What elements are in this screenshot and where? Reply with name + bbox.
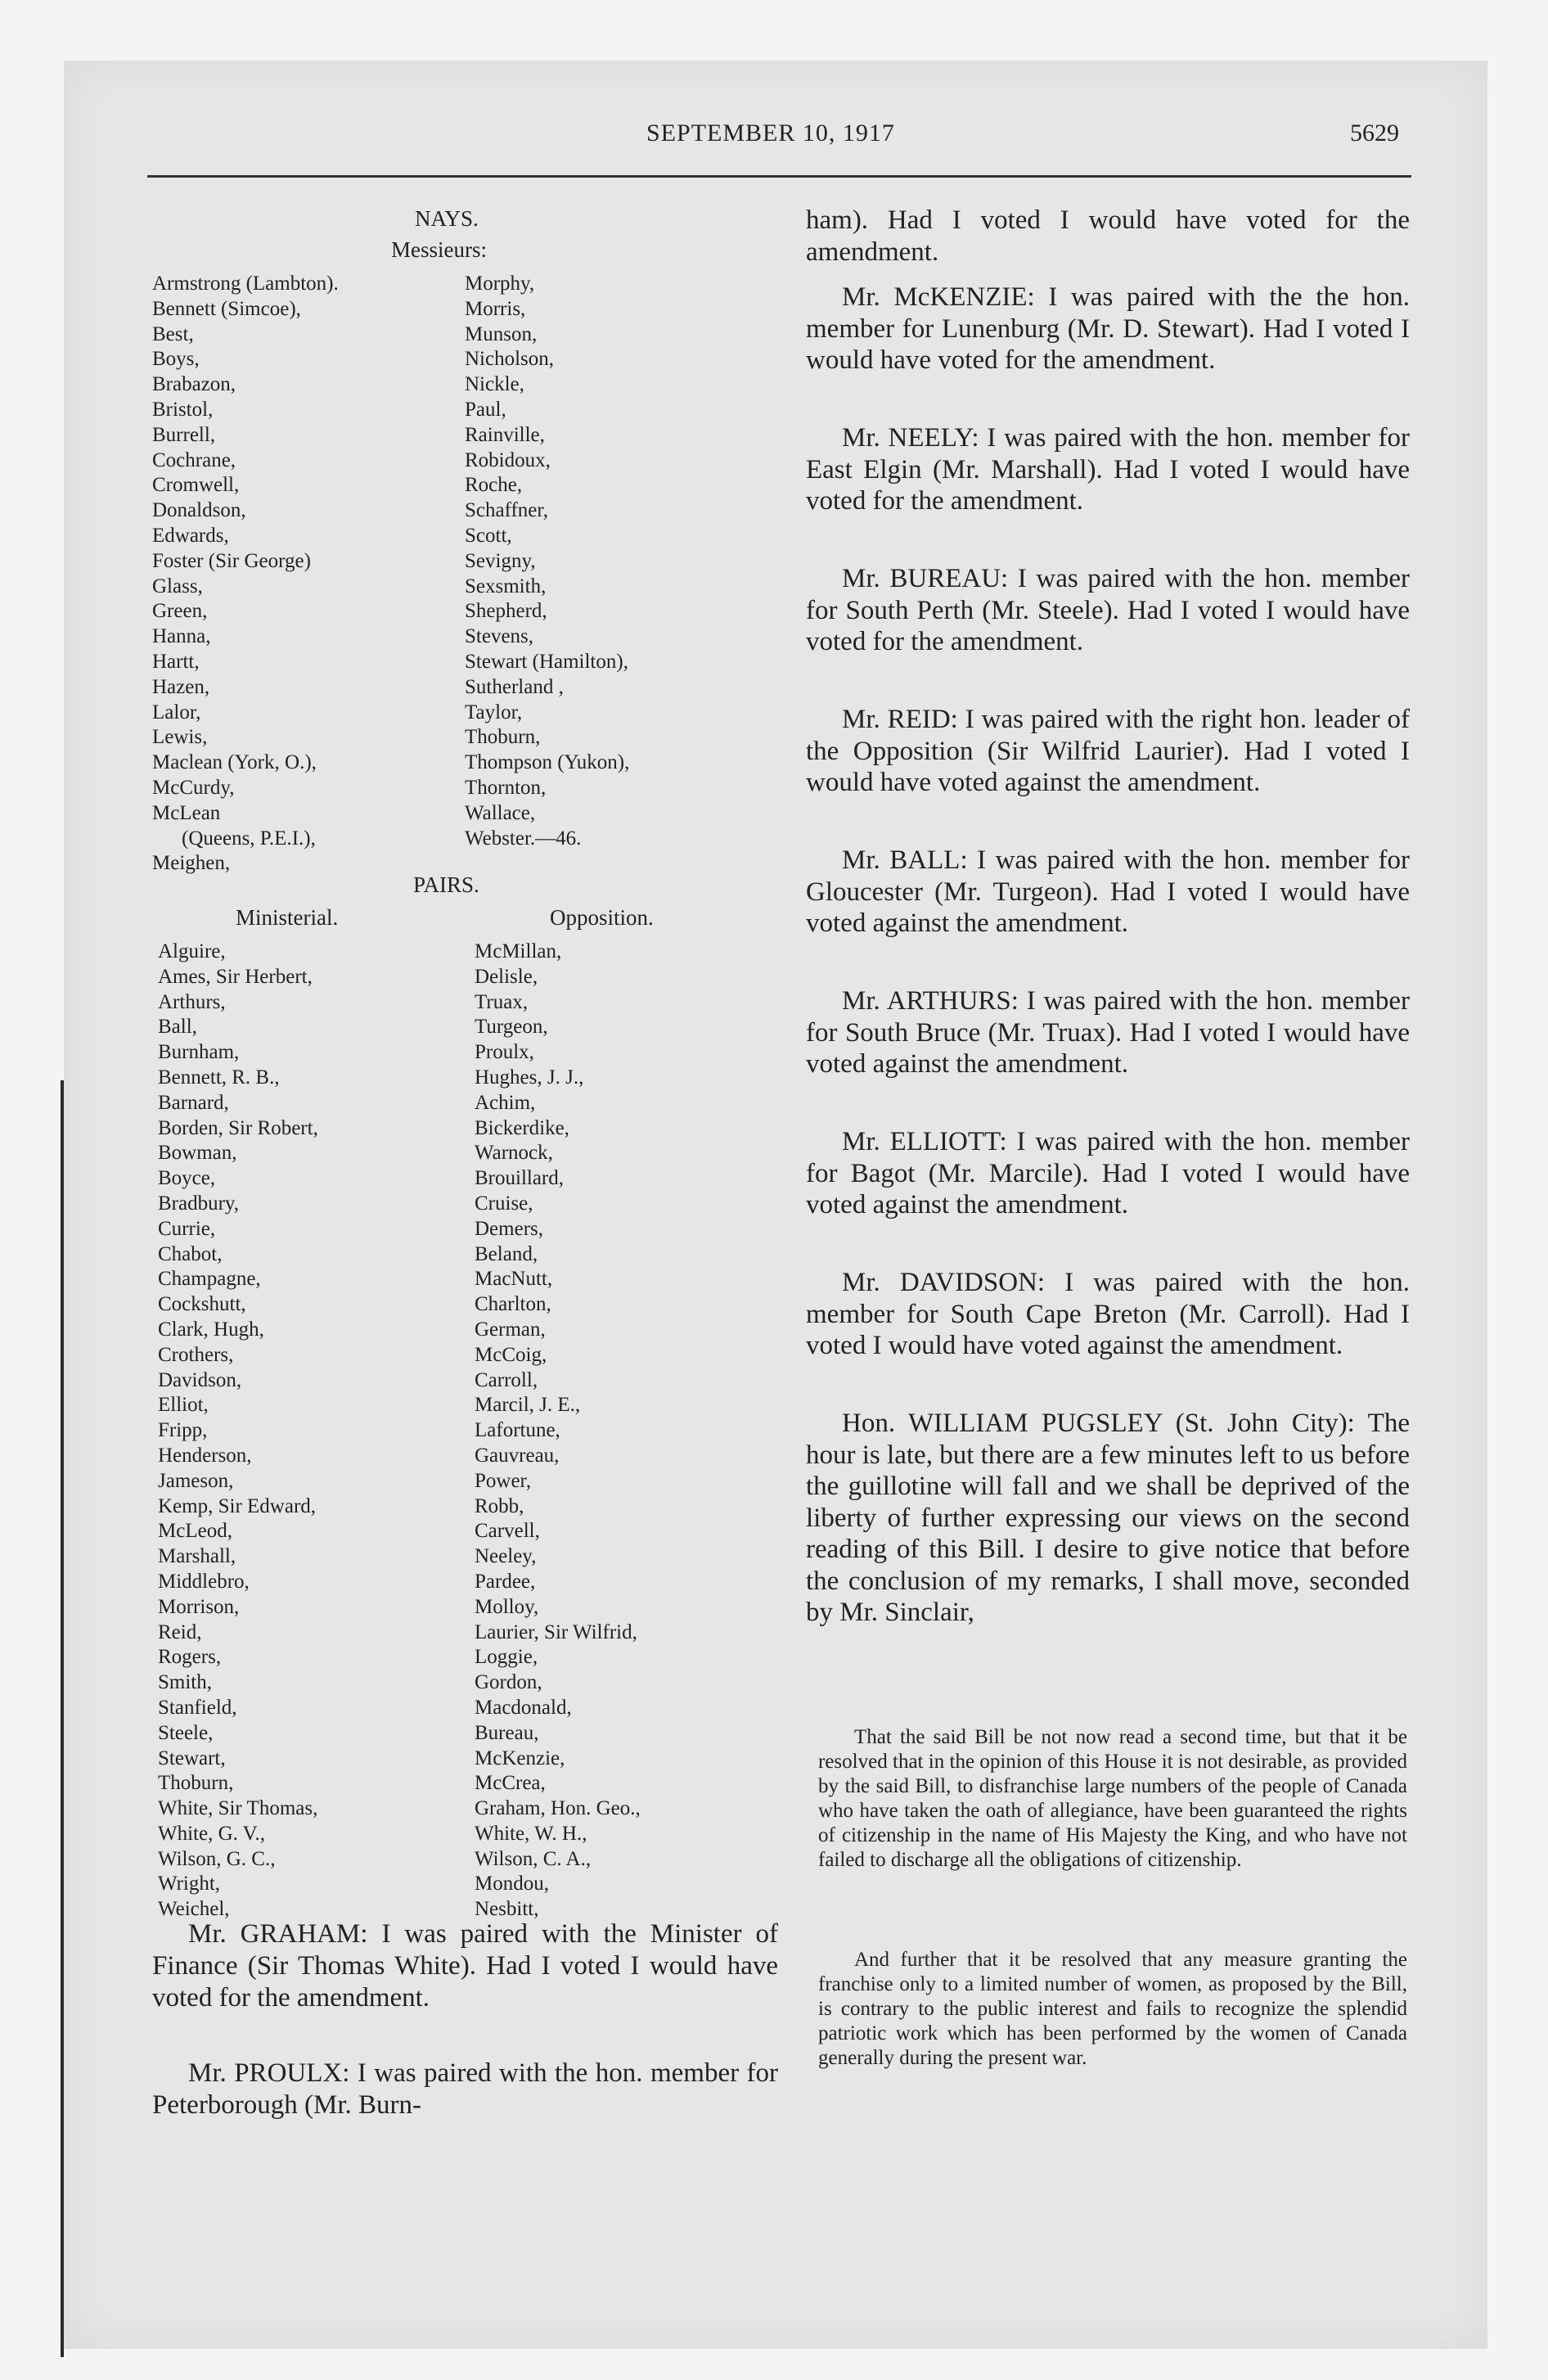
opposition-member: Wilson, C. A., [475,1847,592,1870]
opposition-member: Power, [475,1469,532,1492]
nays-member: Cromwell, [152,474,240,497]
opposition-member: Delisle, [475,965,538,988]
header-rule [147,175,1411,178]
nays-member: Green, [152,600,208,623]
opposition-member: Carvell, [475,1520,540,1543]
nays-member: Sutherland , [465,675,564,698]
opposition-member: Beland, [475,1242,538,1265]
opposition-member: Proulx, [475,1041,534,1064]
neely-paragraph: Mr. NEELY: I was paired with the hon. member for East Elgin (Mr. Marshall). Had I voted I would have voted for the amendment. [806,423,1410,516]
nays-column-2 [465,272,629,851]
header-date: SEPTEMBER 10, 1917 [646,119,895,146]
pairs-title: PAIRS. [413,872,479,897]
opposition-member: White, W. H., [475,1822,587,1845]
ministerial-member: Stanfield, [158,1696,237,1719]
ball-paragraph: Mr. BALL: I was paired with the hon. member for Gloucester (Mr. Turgeon). Had I voted I would have voted against the amendment. [806,845,1410,938]
nays-member: Maclean (York, O.), [152,751,317,774]
opposition-member: Bickerdike, [475,1116,569,1139]
opposition-member: Robb, [475,1494,524,1517]
reid-paragraph: Mr. REID: I was paired with the right hon. leader of the Opposition (Sir Wilfrid Laurier). Had I voted I would have voted against the amendment. [806,705,1410,797]
nays-member: Donaldson, [152,499,246,522]
nays-column-1 [152,272,339,877]
opposition-member: Demers, [475,1217,543,1240]
nays-member: McLean [152,801,221,824]
nays-member: Best, [152,322,194,345]
nays-member: Thornton, [465,776,547,799]
ministerial-member: White, G. V., [158,1822,266,1845]
opposition-member: German, [475,1318,546,1341]
opposition-member: Brouillard, [475,1167,565,1190]
ministerial-member: Boyce, [158,1167,216,1190]
nays-member: Wallace, [465,801,536,824]
ministerial-member: Crothers, [158,1343,234,1366]
nays-member: Stewart (Hamilton), [465,650,628,673]
ministerial-member: McLeod, [158,1520,232,1543]
opposition-member: Bureau, [475,1721,539,1744]
opposition-member: Molloy, [475,1595,539,1618]
nays-member: Bristol, [152,398,214,421]
arthurs-paragraph: Mr. ARTHURS: I was paired with the hon. member for South Bruce (Mr. Truax). Had I voted I would have voted against the amendment. [806,986,1410,1079]
nays-subtitle: Messieurs: [391,237,487,262]
nays-member: Foster (Sir George) [152,549,311,572]
nays-member: Morris, [465,297,526,320]
ministerial-member: Barnard, [158,1091,229,1114]
ministerial-list [158,940,318,1922]
ministerial-member: Bradbury, [158,1192,240,1215]
ministerial-member: Jameson, [158,1469,234,1492]
nays-member: Brabazon, [152,373,236,396]
nays-member: Nickle, [465,373,524,396]
ministerial-member: Alguire, [158,940,226,962]
ministerial-member: White, Sir Thomas, [158,1797,318,1820]
ministerial-member: Arthurs, [158,990,226,1013]
nays-member: Burrell, [152,423,216,446]
graham-paragraph: Mr. GRAHAM: I was paired with the Minister of Finance (Sir Thomas White). Had I voted I would have voted for the amendment. [152,1919,778,2013]
nays-member: Meighen, [152,852,231,875]
opposition-member: Laurier, Sir Wilfrid, [475,1620,637,1643]
nays-member: Hartt, [152,650,200,673]
nays-member: Morphy, [465,273,535,295]
nays-member: Rainville, [465,423,545,446]
opposition-member: Achim, [475,1091,536,1114]
nays-member: Nicholson, [465,348,555,371]
opposition-member: McKenzie, [475,1747,565,1769]
opposition-member: Neeley, [475,1545,537,1568]
nays-member: Lewis, [152,726,208,749]
nays-member: Robidoux, [465,449,551,471]
ministerial-member: Weichel, [158,1898,230,1921]
ministerial-member: Bowman, [158,1142,237,1165]
proulx-paragraph: Mr. PROULX: I was paired with the hon. member for Peterborough (Mr. Burn- [152,2058,778,2120]
ministerial-member: Bennett, R. B., [158,1066,280,1089]
opposition-member: Lafortune, [475,1419,560,1442]
page-number: 5629 [1350,119,1399,146]
elliott-paragraph: Mr. ELLIOTT: I was paired with the hon. member for Bagot (Mr. Marcile). Had I voted I would have voted against the amendment. [806,1127,1410,1219]
nays-member: Lalor, [152,701,201,723]
ministerial-member: Steele, [158,1721,214,1744]
nays-member: Glass, [152,575,203,597]
opposition-member: Carroll, [475,1368,538,1391]
ministerial-label: Ministerial. [236,905,339,930]
ministerial-member: Ames, Sir Herbert, [158,965,313,988]
nays-member: Sexsmith, [465,575,547,597]
opposition-member: Hughes, J. J., [475,1066,584,1089]
opposition-list [475,940,641,1922]
opposition-member: Mondou, [475,1873,549,1895]
ministerial-member: Kemp, Sir Edward, [158,1494,317,1517]
nays-member: Schaffner, [465,499,548,522]
nays-member: Paul, [465,398,506,421]
ministerial-member: Champagne, [158,1268,261,1291]
motion-paragraph-2: And further that it be resolved that any measure granting the franchise only to a limited number of women, as proposed by the Bill, is contrary to the public interest and fails to recognize the splendid patriotic work which has been performed by the women of Canada generally during the present war. [818,1949,1407,2069]
ministerial-member: Morrison, [158,1595,240,1618]
opposition-member: McMillan, [475,940,562,962]
nays-member: Roche, [465,474,523,497]
ministerial-member: Ball, [158,1016,197,1039]
ministerial-member: Smith, [158,1671,212,1694]
opposition-member: Warnock, [475,1142,553,1165]
opposition-member: Gordon, [475,1671,542,1694]
nays-member: Edwards, [152,524,229,547]
opposition-member: Loggie, [475,1646,538,1669]
opposition-member: Marcil, J. E., [475,1394,581,1417]
davidson-paragraph: Mr. DAVIDSON: I was paired with the hon. member for South Cape Breton (Mr. Carroll). Had I voted I would have voted against the amendment. [806,1268,1410,1360]
nays-member: Webster.—46. [465,827,582,850]
nays-member: Taylor, [465,701,523,723]
ministerial-member: Clark, Hugh, [158,1318,264,1341]
nays-member: Stevens, [465,625,534,648]
opposition-member: Turgeon, [475,1016,548,1039]
nays-member: Hanna, [152,625,211,648]
ministerial-member: Davidson, [158,1368,242,1391]
motion-paragraph-1: That the said Bill be not now read a second time, but that it be resolved that in the opinion of this House it is not desirable, as provided by the said Bill, to disfranchise large numbers of the people of Canada who have taken the oath of allegiance, have been guaranteed the rights of citizenship in the name of His Majesty the King, and who have not failed to discharge all the obligations of citizenship. [818,1726,1407,1871]
nays-member: Hazen, [152,675,210,698]
ministerial-member: Burnham, [158,1041,240,1064]
ministerial-member: Thoburn, [158,1772,234,1795]
ministerial-member: Wright, [158,1873,221,1895]
nays-title: NAYS. [415,206,479,231]
nays-member: Scott, [465,524,512,547]
nays-member: Bennett (Simcoe), [152,297,301,320]
ministerial-member: Fripp, [158,1419,208,1442]
opposition-member: Charlton, [475,1293,551,1316]
ministerial-member: Borden, Sir Robert, [158,1116,318,1139]
right-para-continuation: ham). Had I voted I would have voted for the amendment. [806,205,1410,267]
opposition-member: MacNutt, [475,1268,553,1291]
ministerial-member: Marshall, [158,1545,236,1568]
nays-member: Thoburn, [465,726,541,749]
ministerial-member: Rogers, [158,1646,222,1669]
opposition-member: Pardee, [475,1570,536,1593]
pugsley-paragraph: Hon. WILLIAM PUGSLEY (St. John City): The hour is late, but there are a few minutes left to us before the guillotine will fall and we shall be deprived of the liberty of further expressing our views on the second reading of this Bill. I desire to give notice that before the conclusion of my remarks, I shall move, seconded by Mr. Sinclair, [806,1409,1410,1627]
opposition-member: Gauvreau, [475,1444,560,1467]
ministerial-member: Wilson, G. C., [158,1847,276,1870]
nays-member: Boys, [152,348,200,371]
ministerial-member: Currie, [158,1217,216,1240]
ministerial-member: Stewart, [158,1747,226,1769]
bureau-paragraph: Mr. BUREAU: I was paired with the hon. member for South Perth (Mr. Steele). Had I voted I would have voted for the amendment. [806,564,1410,656]
nays-member: McCurdy, [152,776,235,799]
ministerial-member: Elliot, [158,1394,209,1417]
opposition-member: McCrea, [475,1772,546,1795]
ministerial-member: Middlebro, [158,1570,250,1593]
ministerial-member: Cockshutt, [158,1293,246,1316]
page-edge-shadow [61,1080,64,2357]
nays-member: Munson, [465,322,538,345]
nays-member: (Queens, P.E.I.), [182,827,316,850]
nays-member: Armstrong (Lambton). [152,273,339,295]
nays-member: Thompson (Yukon), [465,751,630,774]
ministerial-member: Reid, [158,1620,202,1643]
ministerial-member: Chabot, [158,1242,223,1265]
opposition-member: Macdonald, [475,1696,572,1719]
opposition-member: Graham, Hon. Geo., [475,1797,641,1820]
nays-member: Sevigny, [465,549,536,572]
opposition-member: Truax, [475,990,529,1013]
opposition-member: McCoig, [475,1343,547,1366]
nays-member: Cochrane, [152,449,236,471]
opposition-member: Cruise, [475,1192,533,1215]
opposition-label: Opposition. [550,905,654,930]
nays-member: Shepherd, [465,600,547,623]
mckenzie-paragraph: Mr. McKENZIE: I was paired with the the hon. member for Lunenburg (Mr. D. Stewart). Had I voted I would have voted for the amendment. [806,282,1410,375]
ministerial-member: Henderson, [158,1444,252,1467]
opposition-member: Nesbitt, [475,1898,539,1921]
